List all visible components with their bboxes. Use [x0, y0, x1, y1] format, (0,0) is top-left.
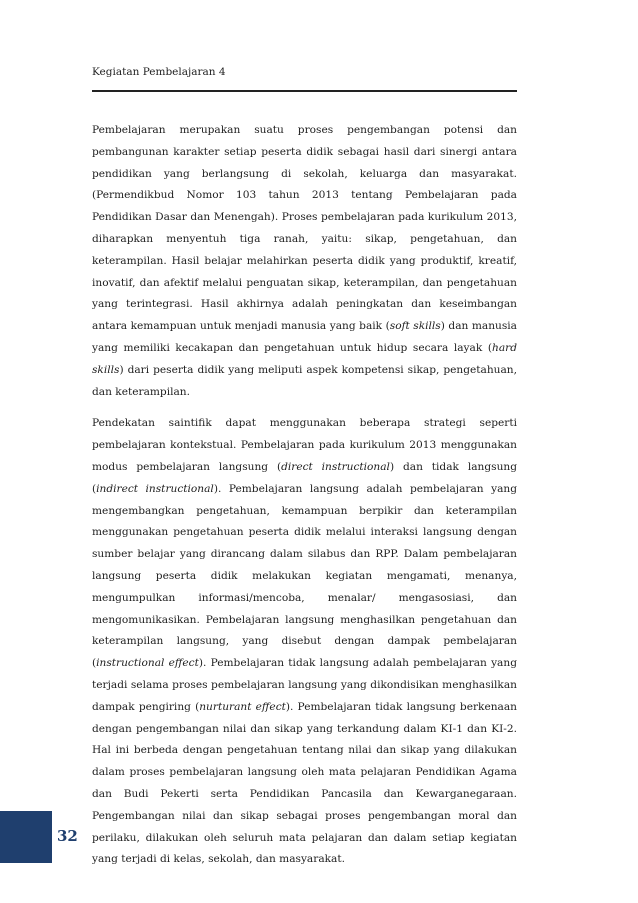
- paragraph-2-text: ). Pembelajaran tidak langsung adalah pembelajaran yang terjadi selama proses pembelajaran langsung yang dikondisikan menghasilkan dampak pengiring (: [92, 657, 517, 713]
- term-nurturant-effect: nurturant effect: [199, 700, 286, 713]
- header-rule: [92, 90, 517, 92]
- paragraph-2-text: ) dan tidak langsung (: [92, 460, 517, 495]
- term-soft-skills: soft skills: [389, 320, 441, 333]
- paragraph-2-text: ). Pembelajaran langsung adalah pembelajaran yang mengembangkan pengetahuan, kemampuan berpikir dan keterampilan menggunakan pengetahuan peserta didik melalui interaksi langsung dengan sumber belajar yang dirancang dalam silabus dan RPP. Dalam pembelajaran langsung peserta didik melakukan kegiatan mengamati, menanya, mengumpulkan informasi/mencoba, menalar/ mengasosiasi, dan mengomunikasikan. Pembelajaran langsung menghasilkan pengetahuan dan keterampilan langsung, yang disebut dengan dampak pembelajaran (: [92, 482, 518, 670]
- paragraph-1-text: ) dari peserta didik yang meliputi aspek kompetensi sikap, pengetahuan, dan keterampilan.: [92, 363, 517, 398]
- paragraph-1-text: ) dan manusia yang memiliki kecakapan dan pengetahuan untuk hidup secara layak (: [92, 320, 518, 354]
- paragraph-1-text: Pembelajaran merupakan suatu proses pengembangan potensi dan pembangunan karakter setiap peserta didik sebagai hasil dari sinergi antara pendidikan yang berlangsung di sekolah, keluarga dan masyarakat. (Permendikbud Nomor 103 tahun 2013 tentang Pembelajaran pada Pendidikan Dasar dan Menengah). Proses pembelajaran pada kurikulum 2013, diharapkan menyentuh tiga ranah, yaitu: sikap, pengetahuan, dan keterampilan. Hasil belajar melahirkan peserta didik yang produktif, kreatif, inovatif, dan afektif melalui penguatan sikap, keterampilan, dan pengetahuan yang terintegrasi. Hasil akhirnya adalah peningkatan dan keseimbangan antara kemampuan untuk menjadi manusia yang baik (: [92, 124, 517, 333]
- body-text: [92, 120, 517, 881]
- term-direct-instructional: direct instructional: [281, 460, 390, 473]
- term-indirect-instructional: indirect instructional: [96, 482, 214, 495]
- term-instructional-effect: instructional effect: [96, 657, 199, 670]
- page-number: 32: [57, 827, 78, 845]
- paragraph-1: [92, 120, 517, 403]
- paragraph-2-text: Pendekatan saintifik dapat menggunakan beberapa strategi seperti pembelajaran kontekstual. Pembelajaran pada kurikulum 2013 menggunakan modus pembelajaran langsung (: [92, 417, 517, 473]
- page-number-tab: [0, 811, 52, 863]
- term-hard-skills: hard skills: [92, 341, 517, 376]
- running-header: Kegiatan Pembelajaran 4: [92, 66, 226, 78]
- paragraph-2: [92, 413, 517, 871]
- paragraph-2-text: ). Pembelajaran tidak langsung berkenaan dengan pengembangan nilai dan sikap yang terkandung dalam KI-1 dan KI-2. Hal ini berbeda dengan pengetahuan tentang nilai dan sikap yang dilakukan dalam proses pembelajaran langsung oleh mata pelajaran Pendidikan Agama dan Budi Pekerti serta Pendidikan Pancasila dan Kewarganegaraan. Pengembangan nilai dan sikap sebagai proses pengembangan moral dan perilaku, dilakukan oleh seluruh mata pelajaran dan dalam setiap kegiatan yang terjadi di kelas, sekolah, dan masyarakat.: [92, 700, 517, 866]
